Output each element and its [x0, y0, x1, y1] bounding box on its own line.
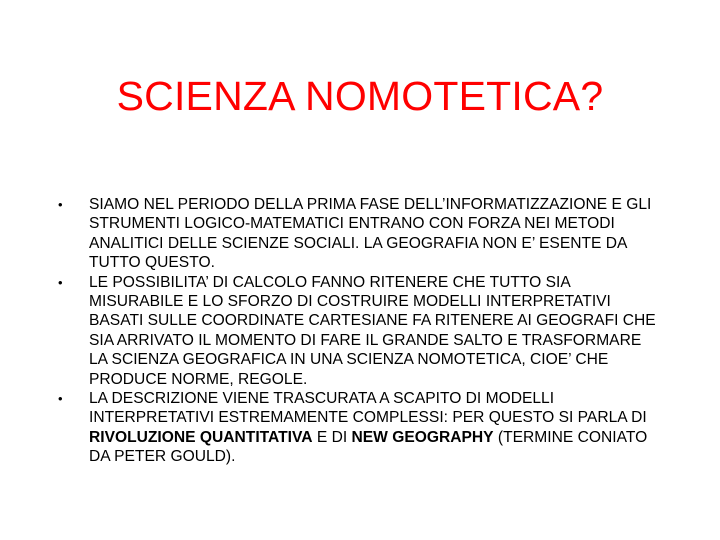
bullet-item-2: [58, 273, 658, 389]
bullet-item-1: [58, 195, 658, 273]
bullet-text-1: SIAMO NEL PERIODO DELLA PRIMA FASE DELL’INFORMATIZZAZIONE E GLI STRUMENTI LOGICO-MATEMATICI ENTRANO CON FORZA NEI METODI ANALITICI DELLE SCIENZE SOCIALI. LA GEOGRAFIA NON E’ ESENTE DA TUTTO QUESTO.: [89, 196, 652, 272]
bullet-icon: •: [58, 274, 63, 290]
bullet-3-part-2: E DI: [312, 428, 352, 446]
slide-title: SCIENZA NOMOTETICA?: [116, 73, 604, 119]
term-rivoluzione-quantitativa: RIVOLUZIONE QUANTITATIVA: [89, 428, 313, 446]
bullet-3-part-3: (TERMINE CONIATO DA PETER GOULD).: [89, 428, 648, 466]
bullet-text-3: [89, 390, 647, 465]
bullet-list: [58, 195, 658, 467]
bullet-icon: •: [58, 197, 63, 212]
bullet-item-3: [58, 389, 658, 467]
bullet-3-part-1: LA DESCRIZIONE VIENE TRASCURATA A SCAPITO DI MODELLI INTERPRETATIVI ESTREMAMENTE COMPLESSI: PER QUESTO SI PARLA DI: [89, 390, 647, 427]
bullet-text-2: LE POSSIBILITA’ DI CALCOLO FANNO RITENERE CHE TUTTO SIA MISURABILE E LO SFORZO DI COSTRUIRE MODELLI INTERPRETATIVI BASATI SULLE COORDINATE CARTESIANE FA RITENERE AI GEOGRAFI CHE SIA ARRIVATO IL MOMENTO DI FARE IL GRANDE SALTO E TRASFORMARE LA SCIENZA GEOGRAFICA IN UNA SCIENZA NOMOTETICA, CIOE’ CHE PRODUCE NORME, REGOLE.: [89, 273, 656, 388]
bullet-icon: •: [58, 391, 63, 407]
term-new-geography: NEW GEOGRAPHY: [351, 428, 494, 446]
